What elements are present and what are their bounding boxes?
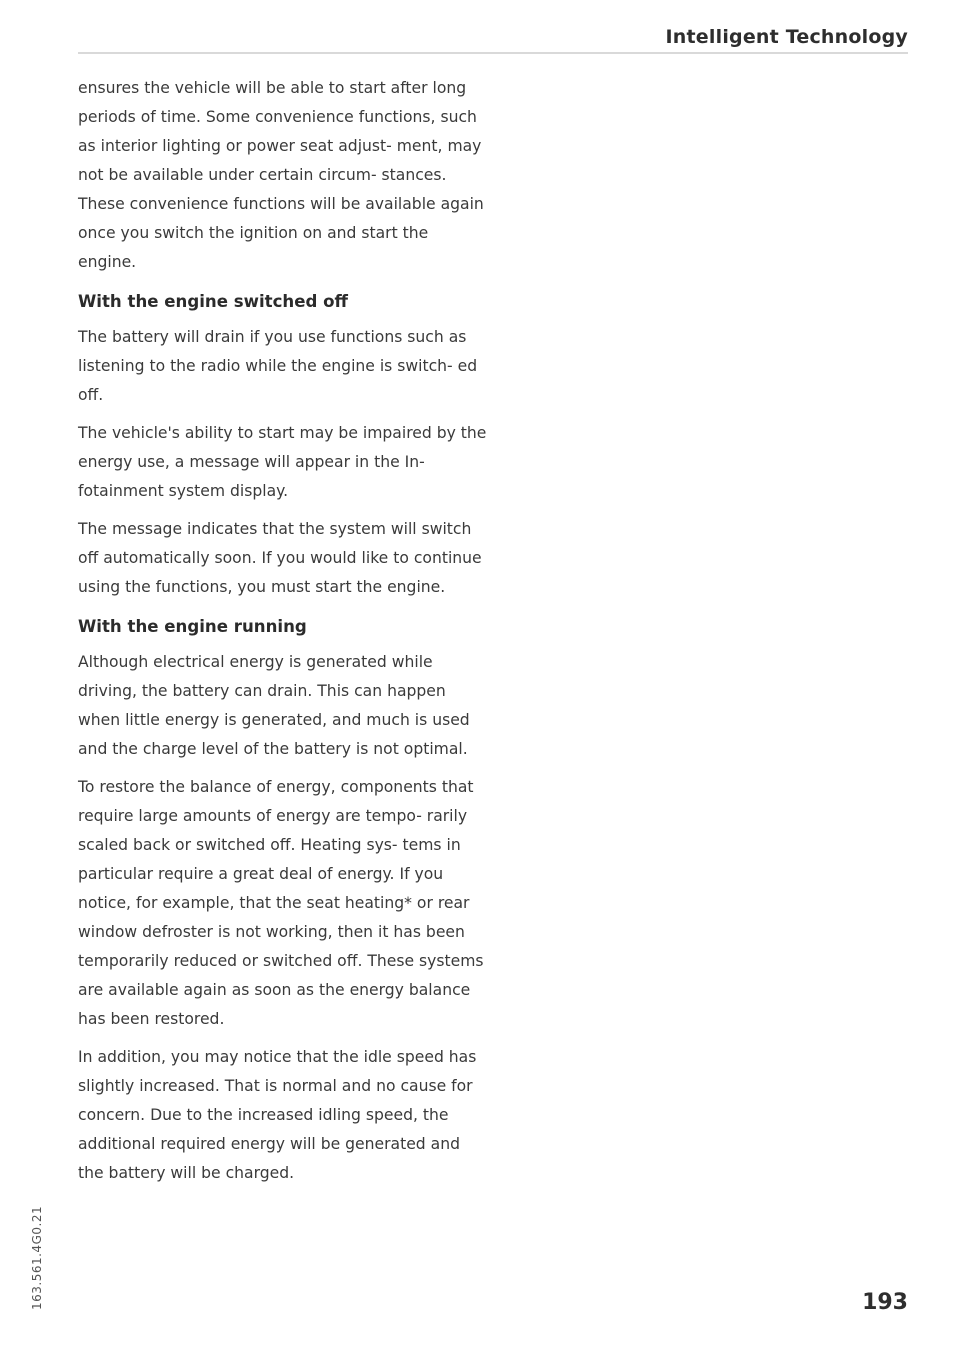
page-number: 193	[862, 1290, 908, 1315]
paragraph-energy-generation: Although electrical energy is generated while driving, the battery can drain. This can happen when little energy is generated, and much is used and the charge level of the battery is not optimal.	[78, 653, 470, 758]
heading-engine-running: With the engine running	[78, 617, 307, 636]
header-rule	[78, 52, 908, 54]
heading-engine-off: With the engine switched off	[78, 292, 348, 311]
paragraph-start-ability: The vehicle's ability to start may be impaired by the energy use, a message will appear in the In- fotainment system display.	[78, 424, 487, 500]
section-title: Intelligent Technology	[665, 26, 908, 48]
paragraph-idle-speed: In addition, you may notice that the idle speed has slightly increased. That is normal and no cause for concern. Due to the increased idling speed, the additional required energy will be generated and the battery will be charged.	[78, 1048, 477, 1182]
paragraph-convenience: ensures the vehicle will be able to start after long periods of time. Some convenience functions, such as interior lighting or power seat adjust- ment, may not be available under certain circum- stances. These convenience functions will be available again once you switch the ignition on and start the engine.	[78, 79, 484, 271]
paragraph-battery-drain: The battery will drain if you use functions such as listening to the radio while the engine is switch- ed off.	[78, 328, 478, 404]
paragraph-energy-balance: To restore the balance of energy, components that require large amounts of energy are tempo- rarily scaled back or switched off. Heating sys- tems in particular require a great deal of energy. If you notice, for example, that the seat heating* or rear window defroster is not working, then it has been temporarily reduced or switched off. These systems are available again as soon as the energy balance has been restored.	[78, 778, 484, 1028]
body-column	[78, 74, 488, 1197]
paragraph-message: The message indicates that the system will switch off automatically soon. If you would like to continue using the functions, you must start the engine.	[78, 520, 482, 596]
document-code: 163.561.4G0.21	[30, 1205, 44, 1310]
